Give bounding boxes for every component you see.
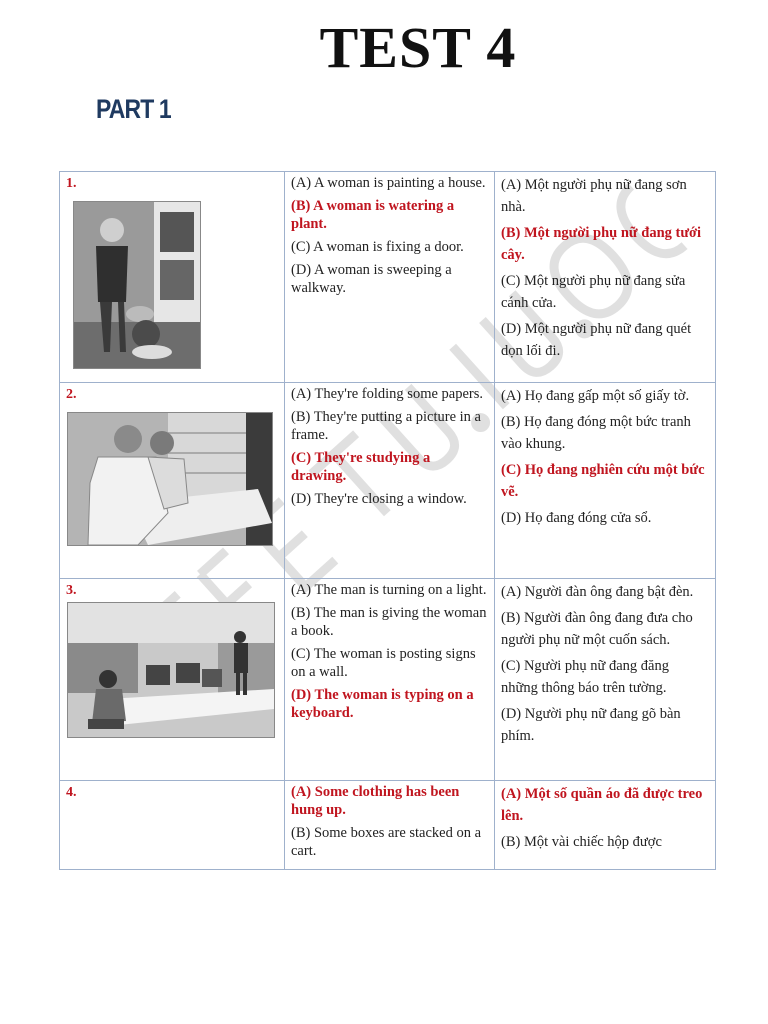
option-b-correct: (B) A woman is watering a plant. <box>291 198 455 232</box>
woman-typing-office-photo <box>67 602 275 738</box>
option-b: (B) They're putting a picture in a frame. <box>291 409 481 443</box>
question-row <box>60 172 716 383</box>
option-d: (D) They're closing a window. <box>291 491 467 507</box>
question-row <box>60 579 716 781</box>
translation-a: (A) Một người phụ nữ đang sơn nhà. <box>501 177 687 215</box>
translation-d: (D) Người phụ nữ đang gõ bàn phím. <box>501 706 681 744</box>
vietnamese-options <box>495 172 716 383</box>
translation-d: (D) Một người phụ nữ đang quét dọn lối đi. <box>501 321 692 359</box>
english-options <box>285 383 495 579</box>
question-number: 1. <box>66 176 77 191</box>
question-number: 2. <box>66 387 77 402</box>
question-cell <box>60 383 285 579</box>
option-c: (C) A woman is fixing a door. <box>291 239 464 255</box>
option-a-correct: (A) Some clothing has been hung up. <box>291 784 460 818</box>
option-a: (A) The man is turning on a light. <box>291 582 487 598</box>
translation-a: (A) Họ đang gấp một số giấy tờ. <box>501 388 690 404</box>
translation-a-correct: (A) Một số quần áo đã được treo lên. <box>501 786 703 824</box>
translation-b: (B) Một vài chiếc hộp được <box>501 834 662 850</box>
english-options <box>285 172 495 383</box>
question-cell <box>60 579 285 781</box>
vietnamese-options <box>495 579 716 781</box>
question-table <box>59 171 716 870</box>
question-cell <box>60 172 285 383</box>
translation-c: (C) Người phụ nữ đang đăng những thông báo trên tường. <box>501 658 669 696</box>
translation-c-correct: (C) Họ đang nghiên cứu một bức vẽ. <box>501 462 705 500</box>
part-heading: PART 1 <box>96 94 171 124</box>
question-number: 3. <box>66 583 77 598</box>
english-options <box>285 781 495 870</box>
translation-b-correct: (B) Một người phụ nữ đang tưới cây. <box>501 225 702 263</box>
option-c: (C) The woman is posting signs on a wall. <box>291 646 476 680</box>
translation-a: (A) Người đàn ông đang bật đèn. <box>501 584 694 600</box>
option-a: (A) They're folding some papers. <box>291 386 483 402</box>
option-a: (A) A woman is painting a house. <box>291 175 486 191</box>
question-row <box>60 781 716 870</box>
question-number: 4. <box>66 785 77 800</box>
option-c-correct: (C) They're studying a drawing. <box>291 450 431 484</box>
english-options <box>285 579 495 781</box>
option-d: (D) A woman is sweeping a walkway. <box>291 262 452 296</box>
page-title: TEST 4 <box>319 15 517 80</box>
men-studying-drawing-photo <box>67 412 273 546</box>
option-d-correct: (D) The woman is typing on a keyboard. <box>291 687 474 721</box>
translation-c: (C) Một người phụ nữ đang sửa cánh cửa. <box>501 273 686 311</box>
translation-b: (B) Họ đang đóng một bức tranh vào khung. <box>501 414 691 452</box>
question-cell <box>60 781 285 870</box>
vietnamese-options <box>495 781 716 870</box>
option-b: (B) Some boxes are stacked on a cart. <box>291 825 482 859</box>
translation-b: (B) Người đàn ông đang đưa cho người phụ nữ một cuốn sách. <box>501 610 693 648</box>
translation-d: (D) Họ đang đóng cửa sổ. <box>501 510 652 526</box>
question-row <box>60 383 716 579</box>
vietnamese-options <box>495 383 716 579</box>
woman-watering-plant-photo <box>73 201 201 369</box>
option-b: (B) The man is giving the woman a book. <box>291 605 487 639</box>
